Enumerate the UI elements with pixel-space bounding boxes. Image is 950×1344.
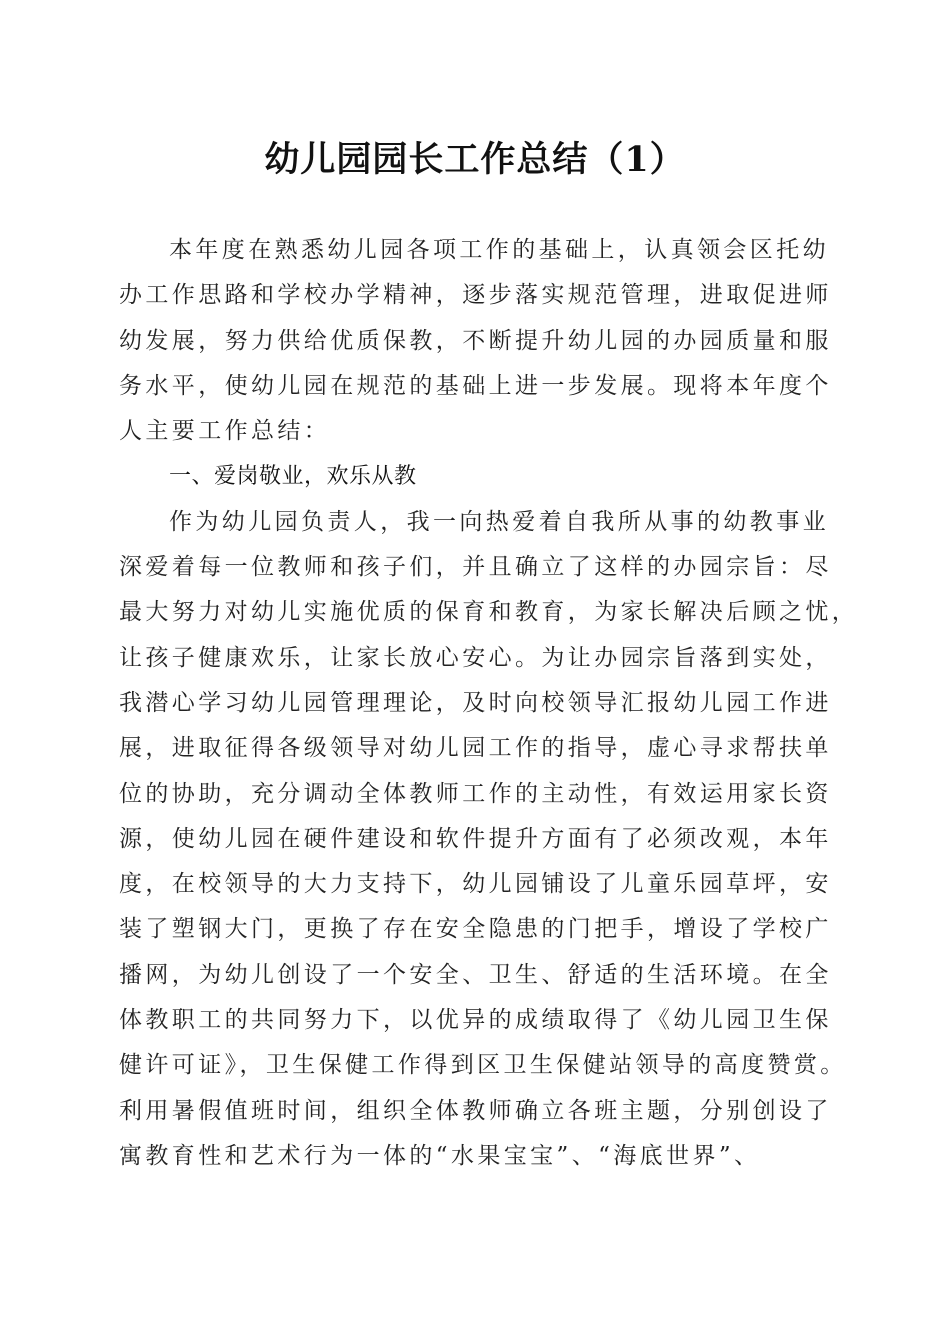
text-line: 源，使幼儿园在硬件建设和软件提升方面有了必须改观，本年 xyxy=(119,825,832,852)
text-line: 度，在校领导的大力支持下，幼儿园铺设了儿童乐园草坪，安 xyxy=(119,871,832,898)
text-line: 办工作思路和学校办学精神，逐步落实规范管理，进取促进师 xyxy=(119,282,832,309)
text-line: 本年度在熟悉幼儿园各项工作的基础上，认真领会区托幼 xyxy=(169,237,829,263)
text-line: 让孩子健康欢乐，让家长放心安心。为让办园宗旨落到实处， xyxy=(119,644,832,671)
text-line: 体教职工的共同努力下，以优异的成绩取得了《幼儿园卫生保 xyxy=(119,1007,832,1034)
text-line: 深爱着每一位教师和孩子们，并且确立了这样的办园宗旨：尽 xyxy=(119,554,832,581)
text-line: 人主要工作总结： xyxy=(119,418,331,445)
paragraph-intro xyxy=(119,228,831,454)
paragraph-section1 xyxy=(119,500,859,1179)
text-line: 务水平，使幼儿园在规范的基础上进一步发展。现将本年度个 xyxy=(119,372,832,399)
text-line: 播网，为幼儿创设了一个安全、卫生、舒适的生活环境。在全 xyxy=(119,961,832,988)
text-line: 装了塑钢大门，更换了存在安全隐患的门把手，增设了学校广 xyxy=(119,916,832,943)
document-body xyxy=(119,228,859,1179)
text-line: 我潜心学习幼儿园管理理论，及时向校领导汇报幼儿园工作进 xyxy=(119,689,832,716)
text-line: 利用暑假值班时间，组织全体教师确立各班主题，分别创设了 xyxy=(119,1097,832,1124)
text-line: 位的协助，充分调动全体教师工作的主动性，有效运用家长资 xyxy=(119,780,832,807)
text-line: 展，进取征得各级领导对幼儿园工作的指导，虚心寻求帮扶单 xyxy=(119,735,832,762)
text-line: 最大努力对幼儿实施优质的保育和教育，为家长解决后顾之忧， xyxy=(119,599,859,626)
text-line: 幼发展，努力供给优质保教，不断提升幼儿园的办园质量和服 xyxy=(119,327,832,354)
text-line: 作为幼儿园负责人，我一向热爱着自我所从事的幼教事业 xyxy=(169,508,829,535)
text-line: 健许可证》，卫生保健工作得到区卫生保健站领导的高度赞赏。 xyxy=(119,1052,847,1079)
document-title: 幼儿园园长工作总结（1） xyxy=(264,139,686,180)
section-heading: 一、爱岗敬业，欢乐从教 xyxy=(169,464,417,490)
text-line: 寓教育性和艺术行为一体的“水果宝宝”、“海底世界”、 xyxy=(119,1142,761,1169)
